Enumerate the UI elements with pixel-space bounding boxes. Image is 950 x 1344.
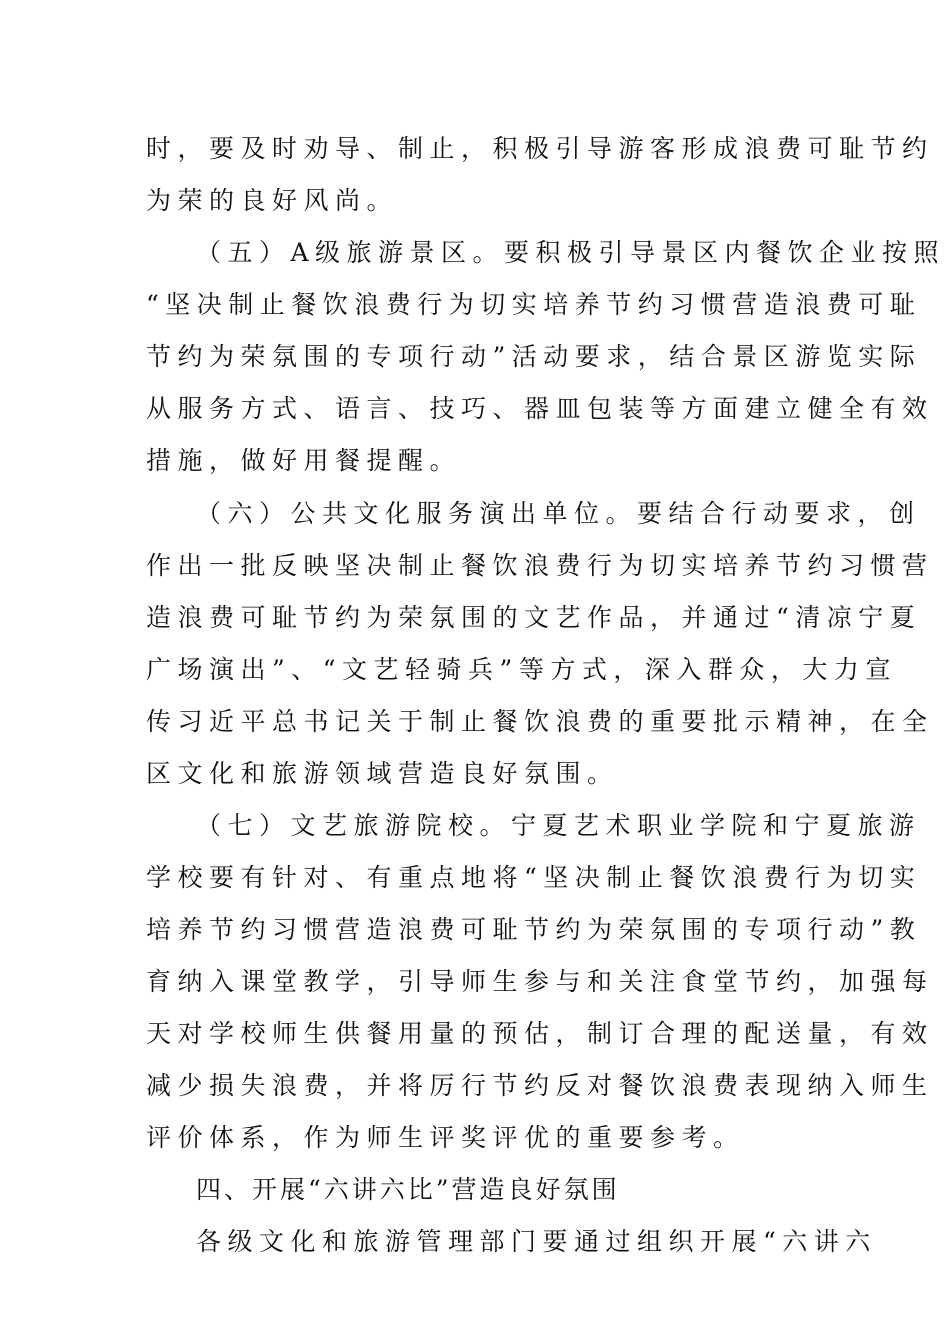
- text-line: 节约为荣氛围的专项行动”活动要求，结合景区游览实际: [146, 342, 922, 371]
- text-line: 造浪费可耻节约为荣氛围的文艺作品，并通过“清凉宁夏: [146, 603, 922, 632]
- text-line: 评价体系，作为师生评奖评优的重要参考。: [146, 1123, 745, 1152]
- text-line: 各级文化和旅游管理部门要通过组织开展“六讲六: [196, 1227, 877, 1256]
- text-line: 学校要有针对、有重点地将“坚决制止餐饮浪费行为切实: [146, 863, 922, 892]
- section-heading-four: 四、开展“六讲六比”营造良好氛围: [196, 1175, 620, 1204]
- text-line: 区文化和旅游领域营造良好氛围。: [146, 759, 619, 788]
- text-line: 减少损失浪费，并将厉行节约反对餐饮浪费表现纳入师生: [146, 1071, 934, 1100]
- text-line: 传习近平总书记关于制止餐饮浪费的重要批示精神，在全: [146, 707, 934, 736]
- paragraph-heading-seven: （七）文艺旅游院校。宁夏艺术职业学院和宁夏旅游: [196, 811, 921, 840]
- text-line: 广场演出”、“文艺轻骑兵”等方式，深入群众，大力宣: [146, 655, 897, 684]
- text-line: 为荣的良好风尚。: [146, 186, 399, 215]
- text-line: 天对学校师生供餐用量的预估，制订合理的配送量，有效: [146, 1019, 934, 1048]
- text-line: 措施，做好用餐提醒。: [146, 446, 462, 475]
- text-line: 作出一批反映坚决制止餐饮浪费行为切实培养节约习惯营: [146, 551, 934, 580]
- text-line: 从服务方式、语言、技巧、器皿包装等方面建立健全有效: [146, 394, 934, 423]
- paragraph-heading-six: （六）公共文化服务演出单位。要结合行动要求，创: [196, 499, 921, 528]
- text-line: 育纳入课堂教学，引导师生参与和关注食堂节约，加强每: [146, 967, 934, 996]
- text-line: 时，要及时劝导、制止，积极引导游客形成浪费可耻节约: [146, 134, 934, 163]
- text-line: “坚决制止餐饮浪费行为切实培养节约习惯营造浪费可耻: [146, 290, 922, 319]
- paragraph-heading-five: （五）A级旅游景区。要积极引导景区内餐饮企业按照: [196, 238, 946, 267]
- text-line: 培养节约习惯营造浪费可耻节约为荣氛围的专项行动”教: [146, 915, 922, 944]
